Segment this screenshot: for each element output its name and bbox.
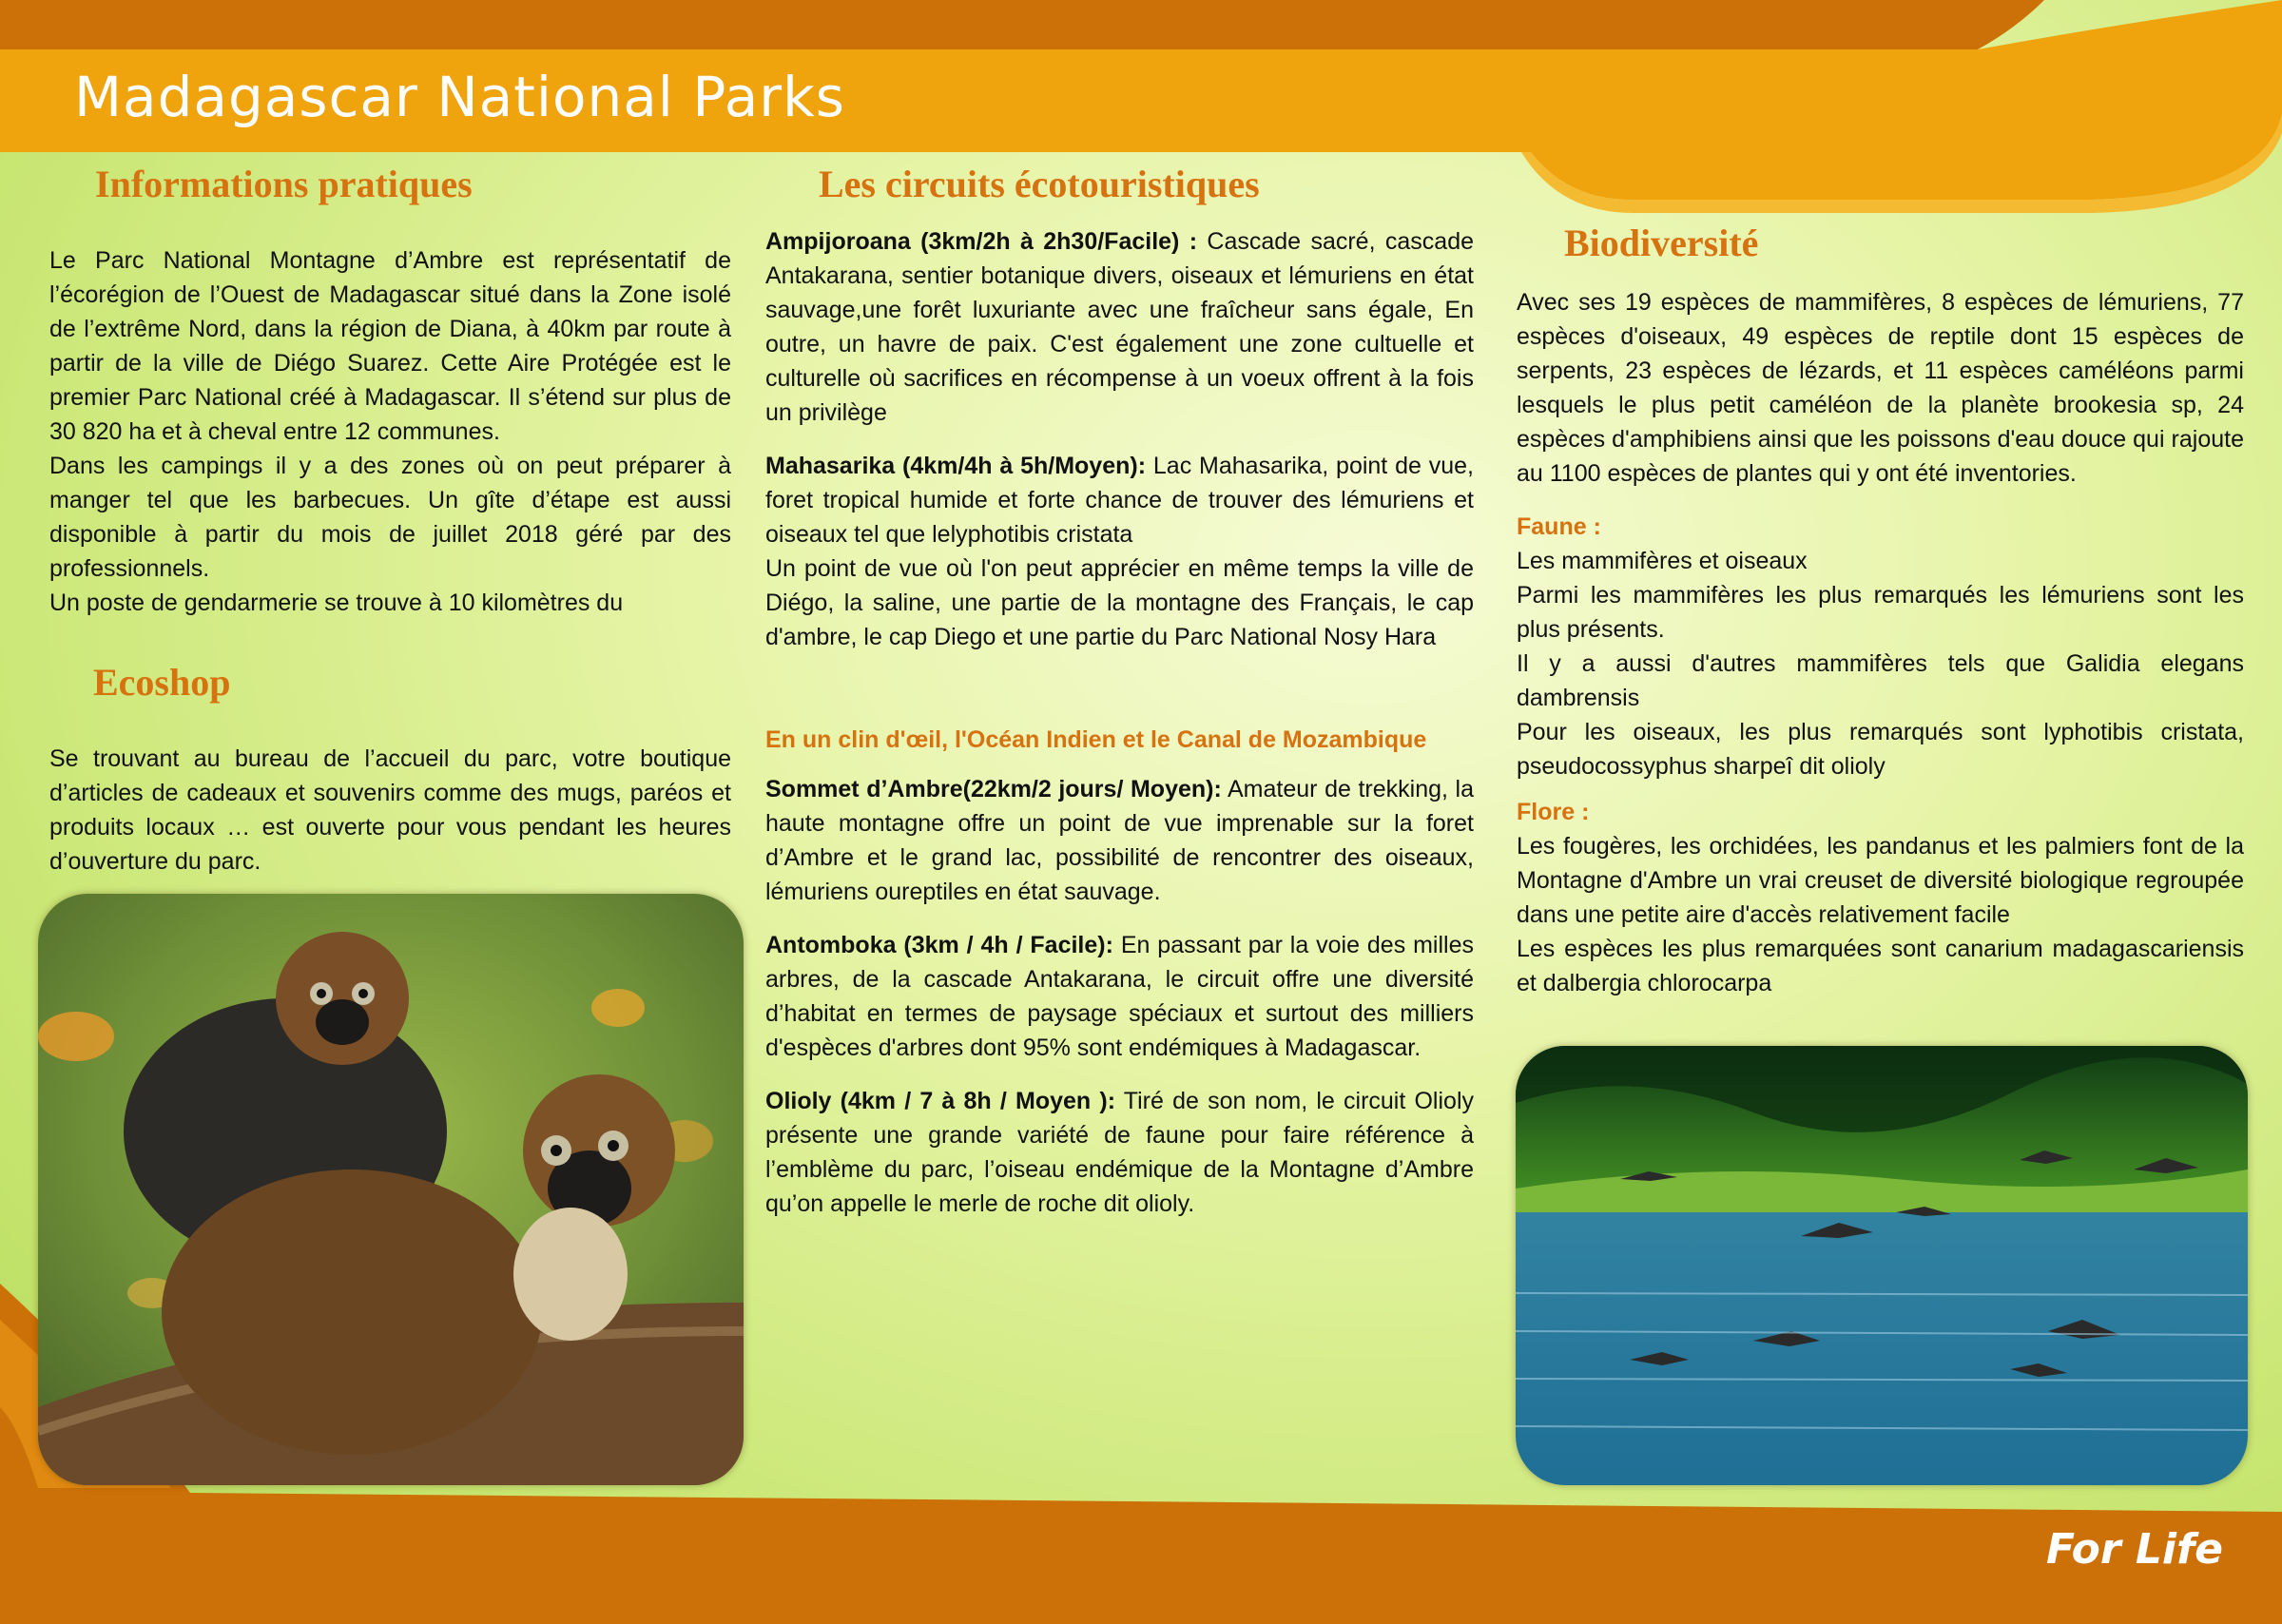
circuit-ampijoroana [765,224,1474,430]
circuit-ampijoroana-title: Ampijoroana (3km/2h à 2h30/Facile) : [765,228,1198,255]
flore-label: Flore : [1517,799,1590,825]
circuit-mahasarika-title: Mahasarika (4km/4h à 5h/Moyen): [765,453,1147,479]
circuit-mahasarika-more: Un point de vue où l'on peut apprécier en même temps la ville de Diégo, la saline, une partie de la montagne des Français, le cap d'ambre, le cap Diego et une partie du Parc National Nosy Hara [765,555,1474,650]
heading-ecoshop: Ecoshop [93,661,231,704]
column-circuits [765,162,1474,1221]
ecoshop-paragraph: Se trouvant au bureau de l’accueil du parc, votre boutique d’articles de cadeaux et souvenirs comme des mugs, paréos et produits locaux … est ouverte pour vous pendant les heures d’ouverture du parc. [49,745,731,875]
heading-biodiversite: Biodiversité [1564,222,1759,264]
circuit-antomboka-text: En passant par la voie des milles arbres, de la cascade Antakarana, le circuit offre une diversité d’habitat en termes de paysage spéciaux et surtout des milliers d'espèces d'arbres dont 95% sont endémiques à Madagascar. [765,932,1474,1061]
circuit-sommet [765,772,1474,909]
page-title: Madagascar National Parks [74,65,845,129]
circuit-sommet-title: Sommet d’Ambre(22km/2 jours/ Moyen): [765,776,1222,802]
highlight-ocean: En un clin d'œil, l'Océan Indien et le Canal de Mozambique [765,726,1427,753]
circuit-sommet-text: Amateur de trekking, la haute montagne offre un point de vue imprenable sur la foret d’Ambre et le grand lac, possibilité de rencontrer des oiseaux, lémuriens oureptiles en état sauvage. [765,776,1474,905]
circuit-mahasarika [765,449,1474,551]
circuit-antomboka [765,928,1474,1065]
circuit-mahasarika-text: Lac Mahasarika, point de vue, foret tropical humide et forte chance de trouver des lémuriens et oiseaux tel que lelyphotibis cristata [765,453,1474,548]
column-biodiversite [1517,221,2244,1000]
birds-lake-photo [1516,1046,2248,1485]
circuit-antomboka-title: Antomboka (3km / 4h / Facile): [765,932,1113,958]
circuit-olioly-title: Olioly (4km / 7 à 8h / Moyen ): [765,1088,1116,1114]
flore-line-2: Les espèces les plus remarquées sont canarium madagascariensis et dalbergia chlorocarpa [1517,936,2244,996]
faune-line-3: Il y a aussi d'autres mammifères tels que Galidia elegans dambrensis [1517,650,2244,711]
faune-label: Faune : [1517,513,1601,540]
circuit-olioly-text: Tiré de son nom, le circuit Olioly présente une grande variété de faune pour faire référence à l’emblème du parc, l’oiseau endémique de la Montagne d’Ambre qu’on appelle le merle de roche dit olioly. [765,1088,1474,1217]
faune-line-2: Parmi les mammifères les plus remarqués les lémuriens sont les plus présents. [1517,582,2244,643]
infos-paragraph-2: Dans les campings il y a des zones où on peut préparer à manger tel que les barbecues. Un gîte d’étape est aussi disponible à partir du mois de juillet 2018 géré par des professionnels. [49,453,731,582]
circuit-olioly [765,1084,1474,1221]
heading-circuits: Les circuits écotouristiques [819,163,1260,205]
footer-slogan: For Life [2046,1525,2223,1574]
faune-line-1: Les mammifères et oiseaux [1517,548,1808,574]
lemur-photo [38,894,744,1485]
infos-paragraph-3: Un poste de gendarmerie se trouve à 10 kilomètres du [49,590,624,616]
header-band-dark [0,0,2044,49]
column-informations [49,162,731,879]
flore-line-1: Les fougères, les orchidées, les pandanus et les palmiers font de la Montagne d'Ambre un vrai creuset de diversité biologique regroupée dans une petite aire d'accès relativement facile [1517,833,2244,928]
infos-paragraph-1: Le Parc National Montagne d’Ambre est représentatif de l’écorégion de l’Ouest de Madagascar situé dans la Zone isolé de l’extrême Nord, dans la région de Diana, à 40km par route à partir de la ville de Diégo Suarez. Cette Aire Protégée est le premier Parc National créé à Madagascar. Il s’étend sur plus de 30 820 ha et à cheval entre 12 communes. [49,247,731,445]
circuit-ampijoroana-text: Cascade sacré, cascade Antakarana, sentier botanique divers, oiseaux et lémuriens en état sauvage,une forêt luxuriante avec une fraîcheur sans égale, En outre, un havre de paix. C'est également une zone cultuelle et culturelle où sacrifices en récompense à un voeux offrent à la fois un privilège [765,228,1474,426]
heading-informations: Informations pratiques [95,163,473,205]
biodiversite-paragraph: Avec ses 19 espèces de mammifères, 8 espèces de lémuriens, 77 espèces d'oiseaux, 49 espèces de reptile dont 15 espèces de serpents, 23 espèces de lézards, et 11 espèces caméléons parmi lesquels le plus petit caméléon de la planète brookesia sp, 24 espèces d'amphibiens ainsi que les poissons d'eau douce qui rajoute au 1100 espèces de plantes qui y ont été inventories. [1517,289,2244,487]
faune-line-4: Pour les oiseaux, les plus remarqués sont lyphotibis cristata, pseudocossyphus sharpeî dit olioly [1517,719,2244,780]
